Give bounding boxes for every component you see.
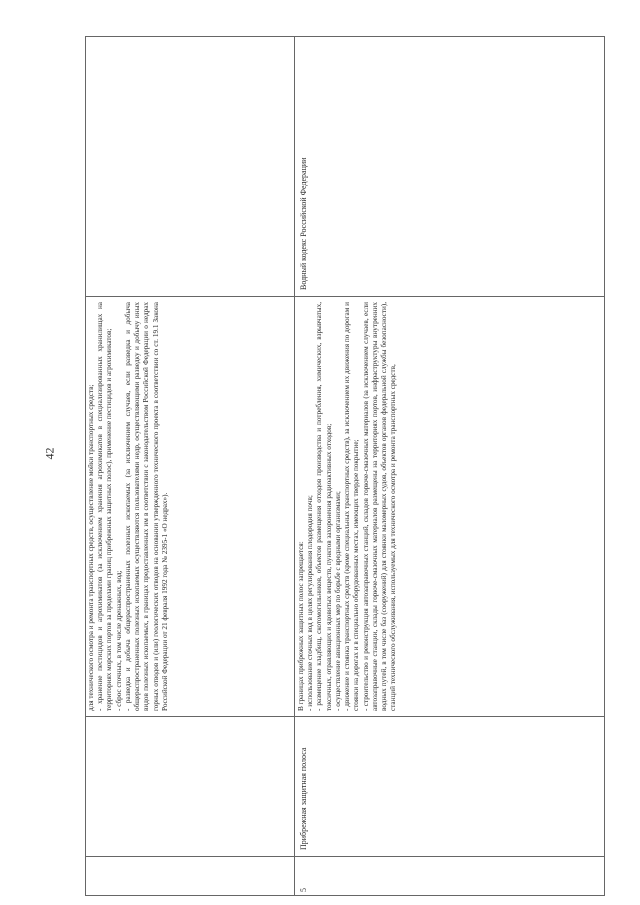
text-line: - разведка и добыча общераспространенных полезных ископаемых (за исключением случаев, если разведка и добыча общераспространенных полезных ископаемых осуществляются пользователями недр, осуществляющими разведку и добычу иных видов полезных ископаемых, в границах предоставленных им в соответствии с законодательством Российской Федерации о недрах горных отводов и (или) геологических отводов на основании утвержденного технического проекта в соответствии со ст. 19.1 Закона Российской Федерации от 21 февраля 1992 года № 2395-1 «О недрах»). (123, 302, 169, 711)
cell-zone-empty (85, 716, 294, 856)
text-line: - хранение пестицидов и агрохимикатов (за исключением хранения агрохимикатов в специализированных хранилищах на территориях морских портов за пределами границ прибрежных защитных полос), применение пестицидов и агрохимикатов; (96, 302, 114, 711)
text-line: - строительство и реконструкция автозаправочных станций, складов горюче-смазочных материалов (за исключением случаев, если автозаправочные станции, склады горюче-смазочных материалов размещены на территориях портов, инфраструктуры внутренних водных путей, в том числе баз (сооружений) для стоянки маломерных судов, объектов органов федеральной службы безопасности), станций технического обслуживания, используемых для технического осмотра и ремонта транспортных средств, (361, 302, 398, 711)
cell-zone: Прибрежная защитная полоса (295, 716, 605, 856)
cell-number-empty (85, 856, 294, 896)
text-line: - сброс сточных, в том числе дренажных, вод; (114, 570, 123, 711)
cell-legal-empty (85, 36, 294, 296)
cell-restrictions-continued (85, 296, 294, 716)
table-row-continuation (85, 36, 295, 896)
text-line: - движение и стоянка транспортных средств (кроме специальных транспортных средств), за исключением их движения по дорогам и стоянки на дорогах и в специально оборудованных местах, имеющих твердое покрытие; (343, 302, 361, 711)
cell-restrictions (295, 296, 605, 716)
text-line: В границах прибрежных защитных полос запрещается: (297, 541, 305, 711)
table-row-5 (295, 36, 605, 896)
text-line: - осуществление авиационных мер по борьбе с вредными организмами; (333, 491, 342, 711)
text-line: - размещение кладбищ, скотомогильников, объектов размещения отходов производства и потребления, химических, взрывчатых, токсичных, отравляющих и ядовитых веществ, пунктов захоронения радиоактивных отходов; (315, 302, 333, 711)
restrictions-table (85, 36, 605, 896)
cell-number: 5 (295, 856, 605, 896)
text-line: - использование сточных вод в целях регулирования плодородия почв; (306, 495, 315, 711)
text-line: для технического осмотра и ремонта транспортных средств, осуществление мойки транспортных средств; (87, 384, 95, 711)
page-number: 42 (42, 447, 57, 460)
cell-legal-basis: Водный кодекс Российской Федерации (299, 157, 308, 290)
